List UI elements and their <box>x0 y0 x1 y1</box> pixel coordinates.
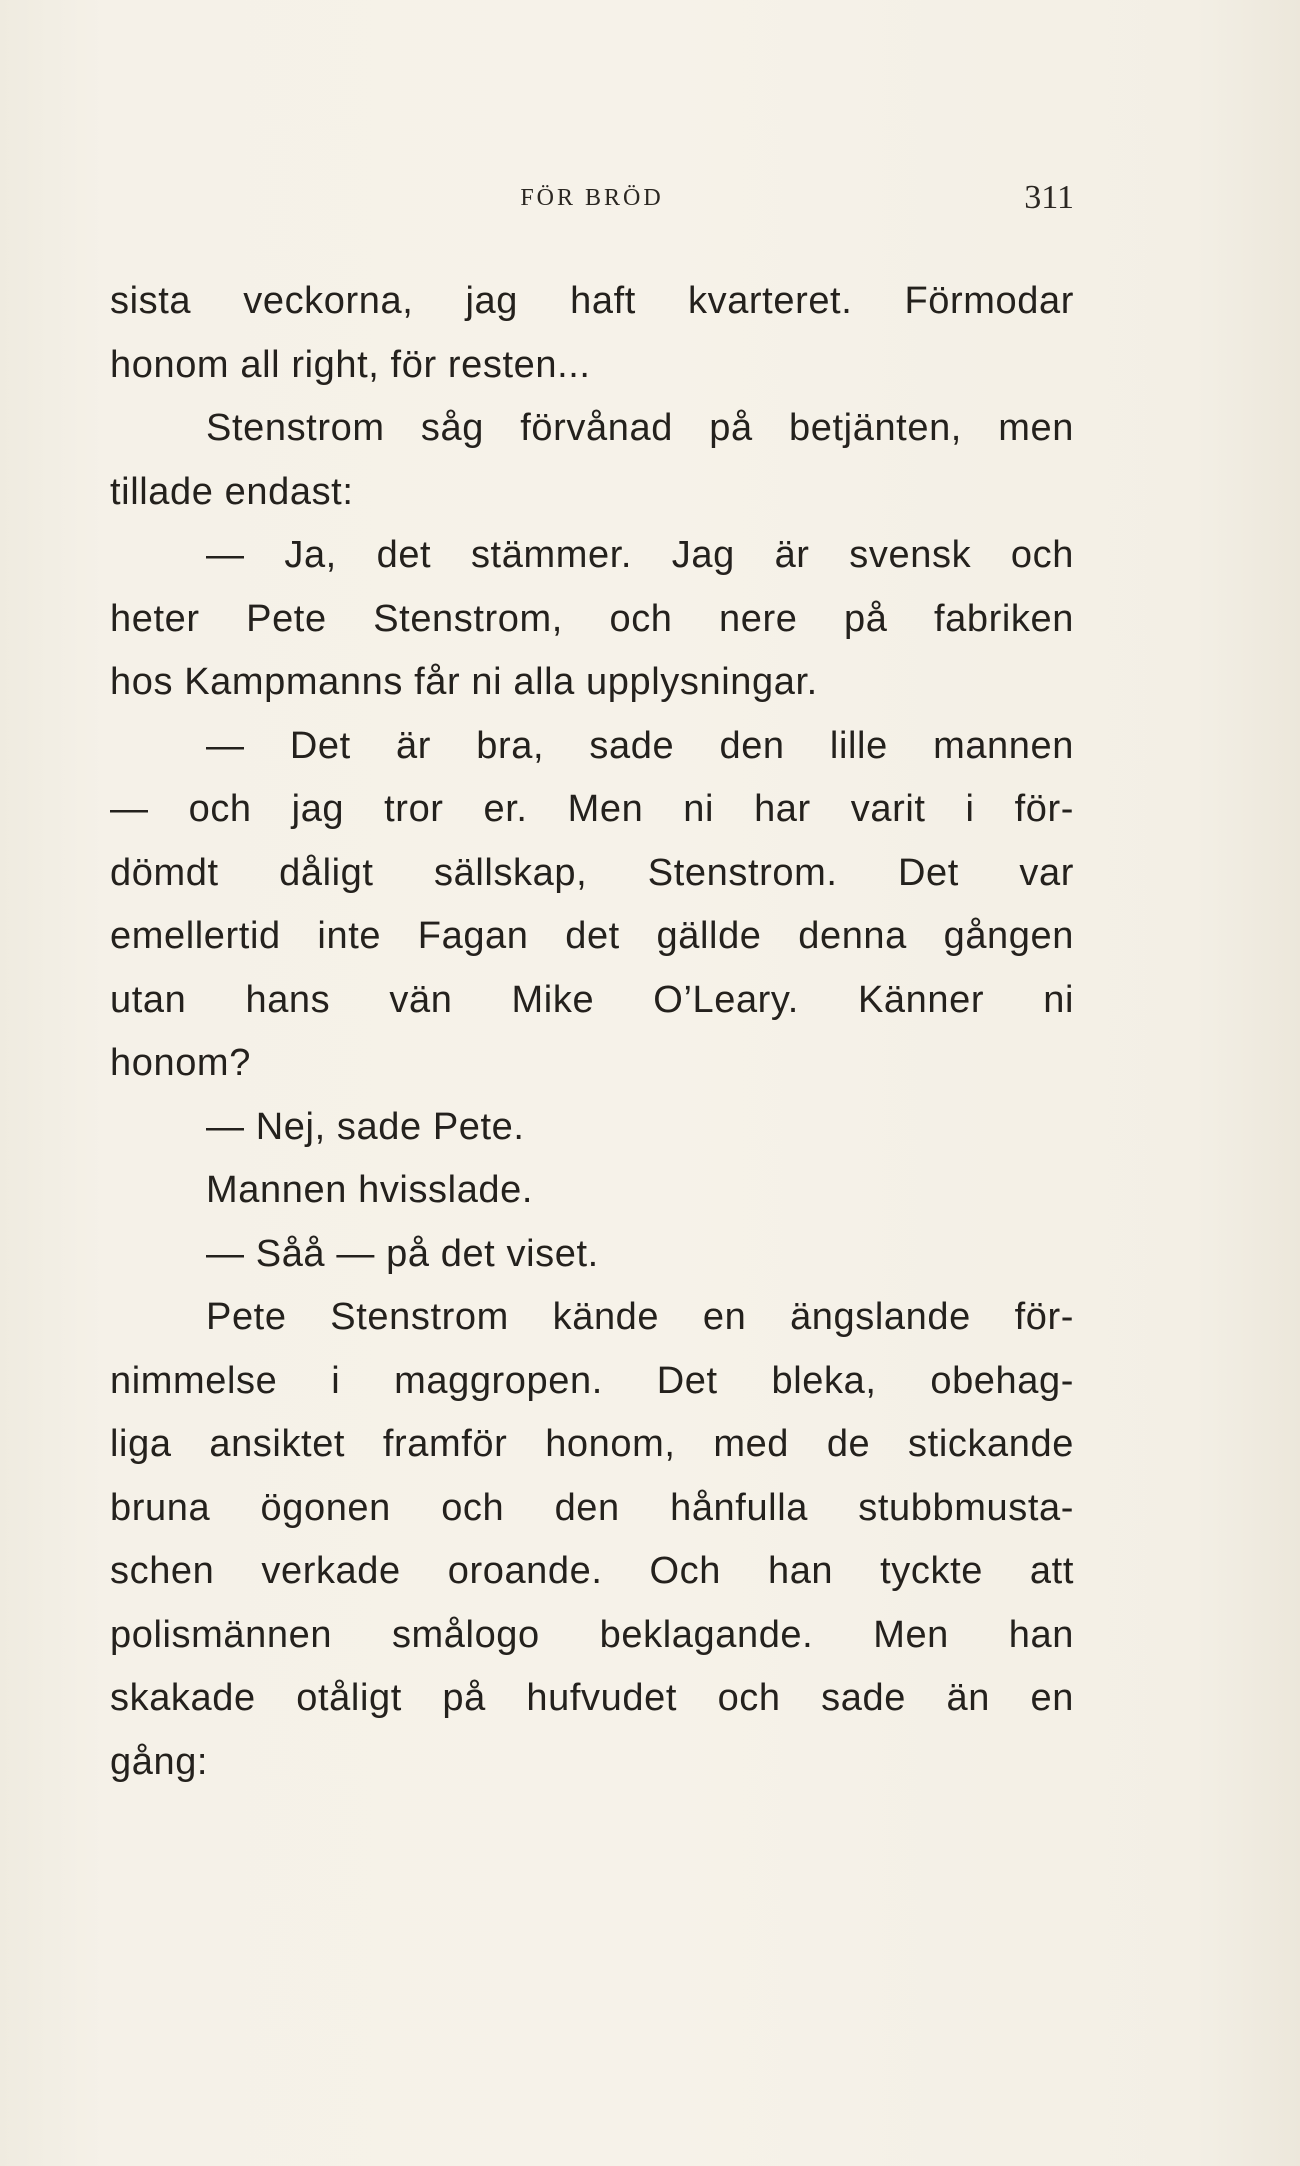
text-line: — Såå — på det viset. <box>206 1232 599 1275</box>
text-line: tillade endast: <box>110 470 354 513</box>
text-line: dömdt dåligt sällskap, Stenstrom. Det var <box>110 851 1074 894</box>
text-line: — Ja, det stämmer. Jag är svensk och <box>206 534 1074 576</box>
text-line: hos Kampmanns får ni alla upplysningar. <box>110 661 818 703</box>
text-line: liga ansiktet framför honom, med de stickande <box>110 1423 1074 1465</box>
text-line: honom? <box>110 1042 251 1084</box>
running-title: FÖR BRÖD <box>520 185 664 211</box>
text-line: sista veckorna, jag haft kvarteret. Förmodar <box>110 280 1074 322</box>
text-line: schen verkade oroande. Och han tyckte att <box>110 1550 1074 1592</box>
text-line: skakade otåligt på hufvudet och sade än en <box>110 1677 1074 1719</box>
text-line: polismännen smålogo beklagande. Men han <box>110 1613 1074 1656</box>
body-text <box>110 270 1074 1794</box>
text-line: Stenstrom såg förvånad på betjänten, men <box>206 407 1074 449</box>
text-line: emellertid inte Fagan det gällde denna gången <box>110 915 1074 957</box>
text-line: — Det är bra, sade den lille mannen <box>206 724 1074 767</box>
text-line: utan hans vän Mike O’Leary. Känner ni <box>110 978 1074 1021</box>
text-line: nimmelse i maggropen. Det bleka, obehag- <box>110 1359 1074 1402</box>
text-line: Mannen hvisslade. <box>206 1169 534 1211</box>
text-line: honom all right, för resten... <box>110 343 591 386</box>
text-line: heter Pete Stenstrom, och nere på fabriken <box>110 597 1074 640</box>
page-number: 311 <box>1024 179 1074 216</box>
text-line: — Nej, sade Pete. <box>206 1105 525 1148</box>
page-header <box>110 178 1074 228</box>
text-line: bruna ögonen och den hånfulla stubbmusta- <box>110 1486 1074 1529</box>
text-line: gång: <box>110 1740 209 1783</box>
text-line: Pete Stenstrom kände en ängslande för- <box>206 1296 1074 1338</box>
text-line: — och jag tror er. Men ni har varit i för- <box>110 788 1074 830</box>
